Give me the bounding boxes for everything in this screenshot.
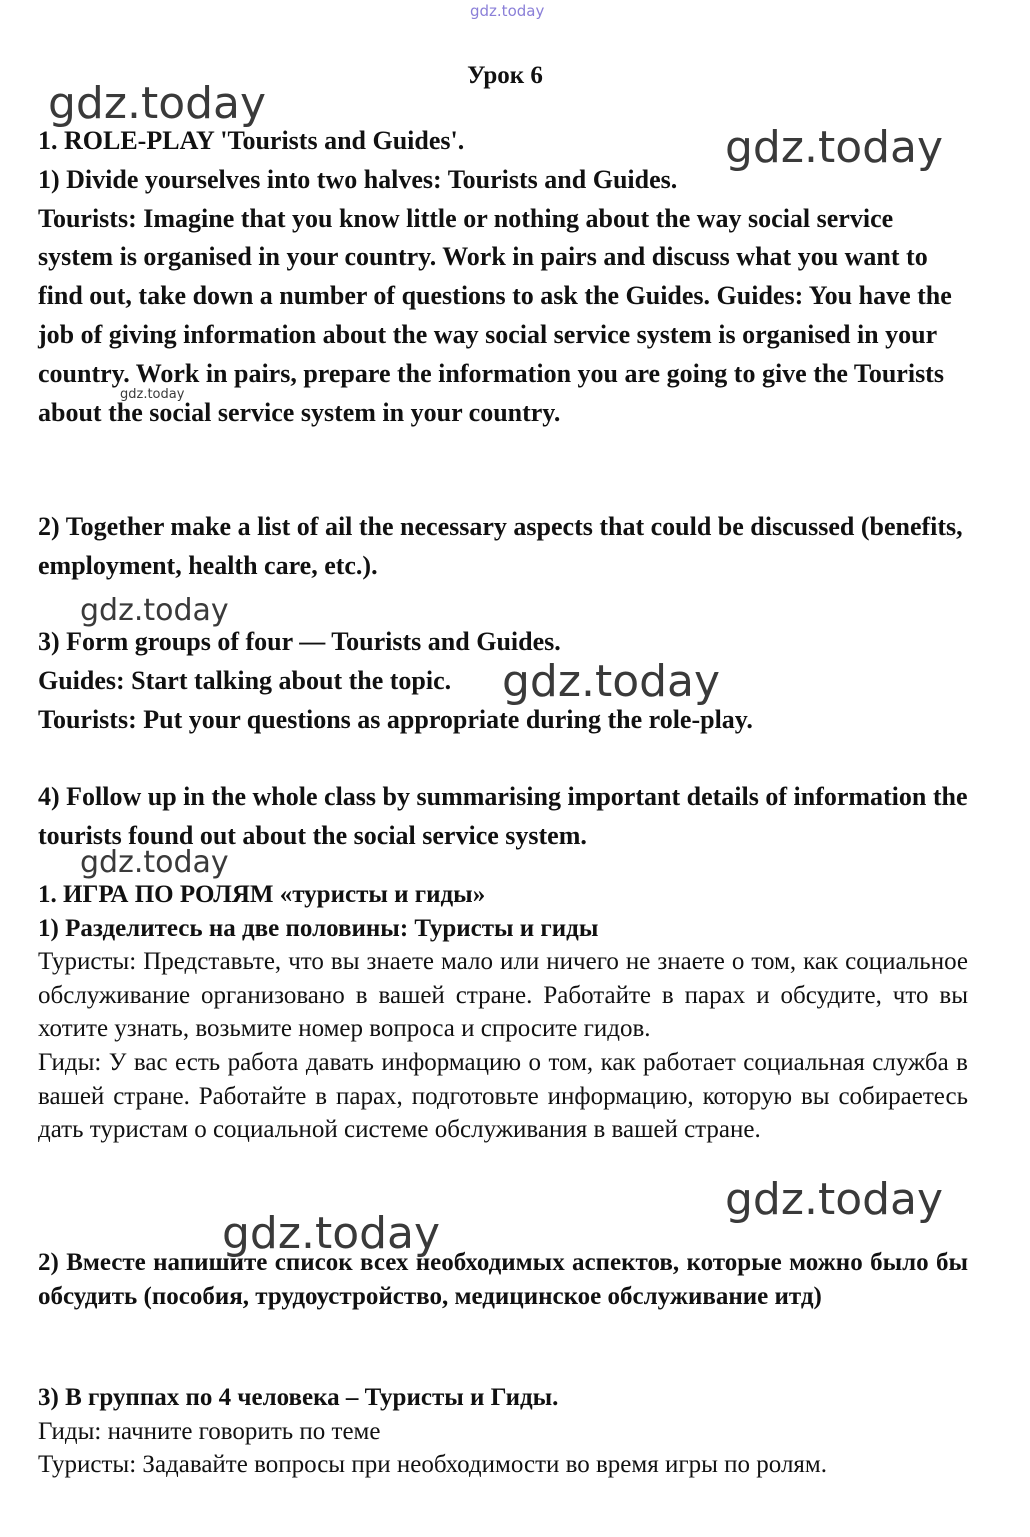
english-step-2: 2) Together make a list of ail the necessary aspects that could be discussed (benefits, employment, health care, etc.).	[38, 512, 963, 580]
russian-tourists-task: Туристы: Представьте, что вы знаете мало или ничего не знаете о том, как социальное обслуживание организовано в вашей стране. Работайте в парах и обсудите, что вы хотите узнать, возьмите номер вопроса и спросите гидов.	[38, 948, 968, 1043]
english-section-top	[38, 122, 968, 432]
russian-step-1: 1) Разделитесь на две половины: Туристы и гиды	[38, 914, 599, 942]
russian-step-2-block	[38, 1246, 968, 1313]
english-step-1: 1) Divide yourselves into two halves: Tourists and Guides.	[38, 164, 678, 194]
english-step-4-block	[38, 778, 968, 856]
russian-step-3: 3) В группах по 4 человека – Туристы и Гиды.	[38, 1384, 559, 1411]
watermark-top: gdz.today	[470, 2, 545, 20]
english-tourists-line: Tourists: Put your questions as appropriate during the role-play.	[38, 704, 753, 734]
russian-step-3-block	[38, 1381, 968, 1482]
russian-section-top	[38, 878, 968, 1147]
watermark: gdz.today	[222, 1208, 441, 1259]
watermark: gdz.today	[80, 593, 229, 628]
watermark: gdz.today	[80, 845, 229, 880]
russian-guides-task: Гиды: У вас есть работа давать информацию о том, как работает социальная служба в вашей стране. Работайте в парах, подготовьте информацию, которую вы собираетесь дать туристам о социальной системе обслуживания в вашей стране.	[38, 1048, 968, 1144]
russian-step-2: 2) Вместе напишите список всех необходимых аспектов, которые можно было бы обсудить (пособия, трудоустройство, медицинское обслуживание итд)	[38, 1249, 968, 1310]
russian-tourists-line: Туристы: Задавайте вопросы при необходимости во время игры по ролям.	[38, 1451, 828, 1479]
english-step-3: 3) Form groups of four — Tourists and Guides.	[38, 627, 561, 656]
watermark: gdz.today	[48, 78, 267, 129]
russian-guides-line: Гиды: начните говорить по теме	[38, 1417, 381, 1445]
watermark: gdz.today	[725, 1174, 944, 1225]
english-guides-line: Guides: Start talking about the topic.	[38, 665, 452, 695]
english-heading: 1. ROLE-PLAY 'Tourists and Guides'.	[38, 126, 465, 155]
russian-heading: 1. ИГРА ПО РОЛЯМ «туристы и гиды»	[38, 881, 486, 908]
english-tourists-task: Tourists: Imagine that you know little or nothing about the way social service system is organised in your country. Work in pairs and discuss what you want to find out, take down a number of questions to ask the Guides. Guides: You have the job of giving information about the way social service system is organised in your country. Work in pairs, prepare the information you are going to give the Tourists about the social service system in your country.	[38, 203, 952, 427]
english-step-2-block	[38, 508, 968, 586]
watermark: gdz.today	[502, 656, 721, 707]
page-title: Урок 6	[467, 62, 543, 89]
english-step-4: 4) Follow up in the whole class by summarising important details of information the tourists found out about the social service system.	[38, 782, 968, 850]
watermark-small: gdz.today	[120, 387, 185, 402]
english-step-3-block	[38, 623, 968, 739]
watermark: gdz.today	[725, 122, 944, 173]
